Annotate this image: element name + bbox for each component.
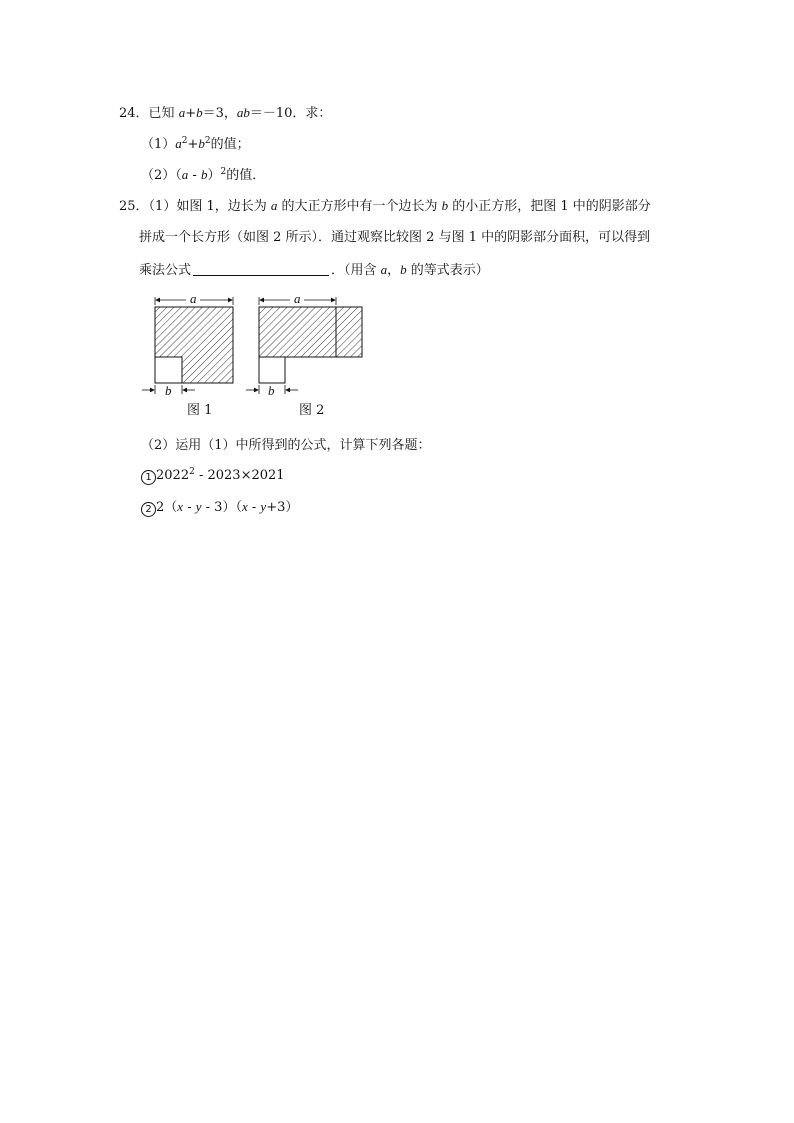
fig2-shaded-rectangle — [259, 307, 362, 357]
question-number: 25． — [119, 199, 149, 214]
figures — [0, 0, 794, 420]
fig1-label-a: a — [190, 291, 197, 306]
circled-number-2: 2 — [141, 502, 156, 517]
fig1-small-square — [155, 357, 182, 383]
fig1-caption: 图 1 — [187, 403, 213, 418]
fig2-label-a: a — [294, 291, 301, 306]
question-number: 24． — [119, 106, 149, 121]
fig2-label-b: b — [268, 383, 275, 398]
question-25-item-1: 1 2022$^2$ - 2023×2021 — [141, 467, 285, 485]
question-24-stem: 24．已知 a+b＝3，ab＝－10．求： — [119, 105, 332, 121]
question-25-line-1: 25．（1）如图 1，边长为 a 的大正方形中有一个边长为 b 的小正方形，把图 1 中的阴影部分 — [119, 198, 651, 214]
question-25-item-2: 2 2（x - y - 3）（x - y+3） — [141, 498, 298, 517]
question-24-part-2: （2）（a - b）$^2$的值． — [141, 167, 266, 183]
figure-1 — [142, 297, 233, 394]
fig2-small-square — [259, 357, 285, 383]
question-25-part-2: （2）运用（1）中所得到的公式，计算下列各题： — [141, 438, 431, 453]
question-25-line-3: 乘法公式 ．（用含 a，b 的等式表示） — [139, 262, 489, 278]
figure-2 — [246, 297, 362, 394]
circled-number-1: 1 — [141, 470, 156, 485]
question-24-part-1: $(1)a^2+b^2$的值； — [141, 136, 250, 152]
fig2-caption: 图 2 — [299, 403, 325, 418]
question-25-line-2: 拼成一个长方形（如图 2 所示）．通过观察比较图 2 与图 1 中的阴影部分面积，可以得到 — [139, 230, 651, 245]
fig1-label-b: b — [165, 383, 172, 398]
